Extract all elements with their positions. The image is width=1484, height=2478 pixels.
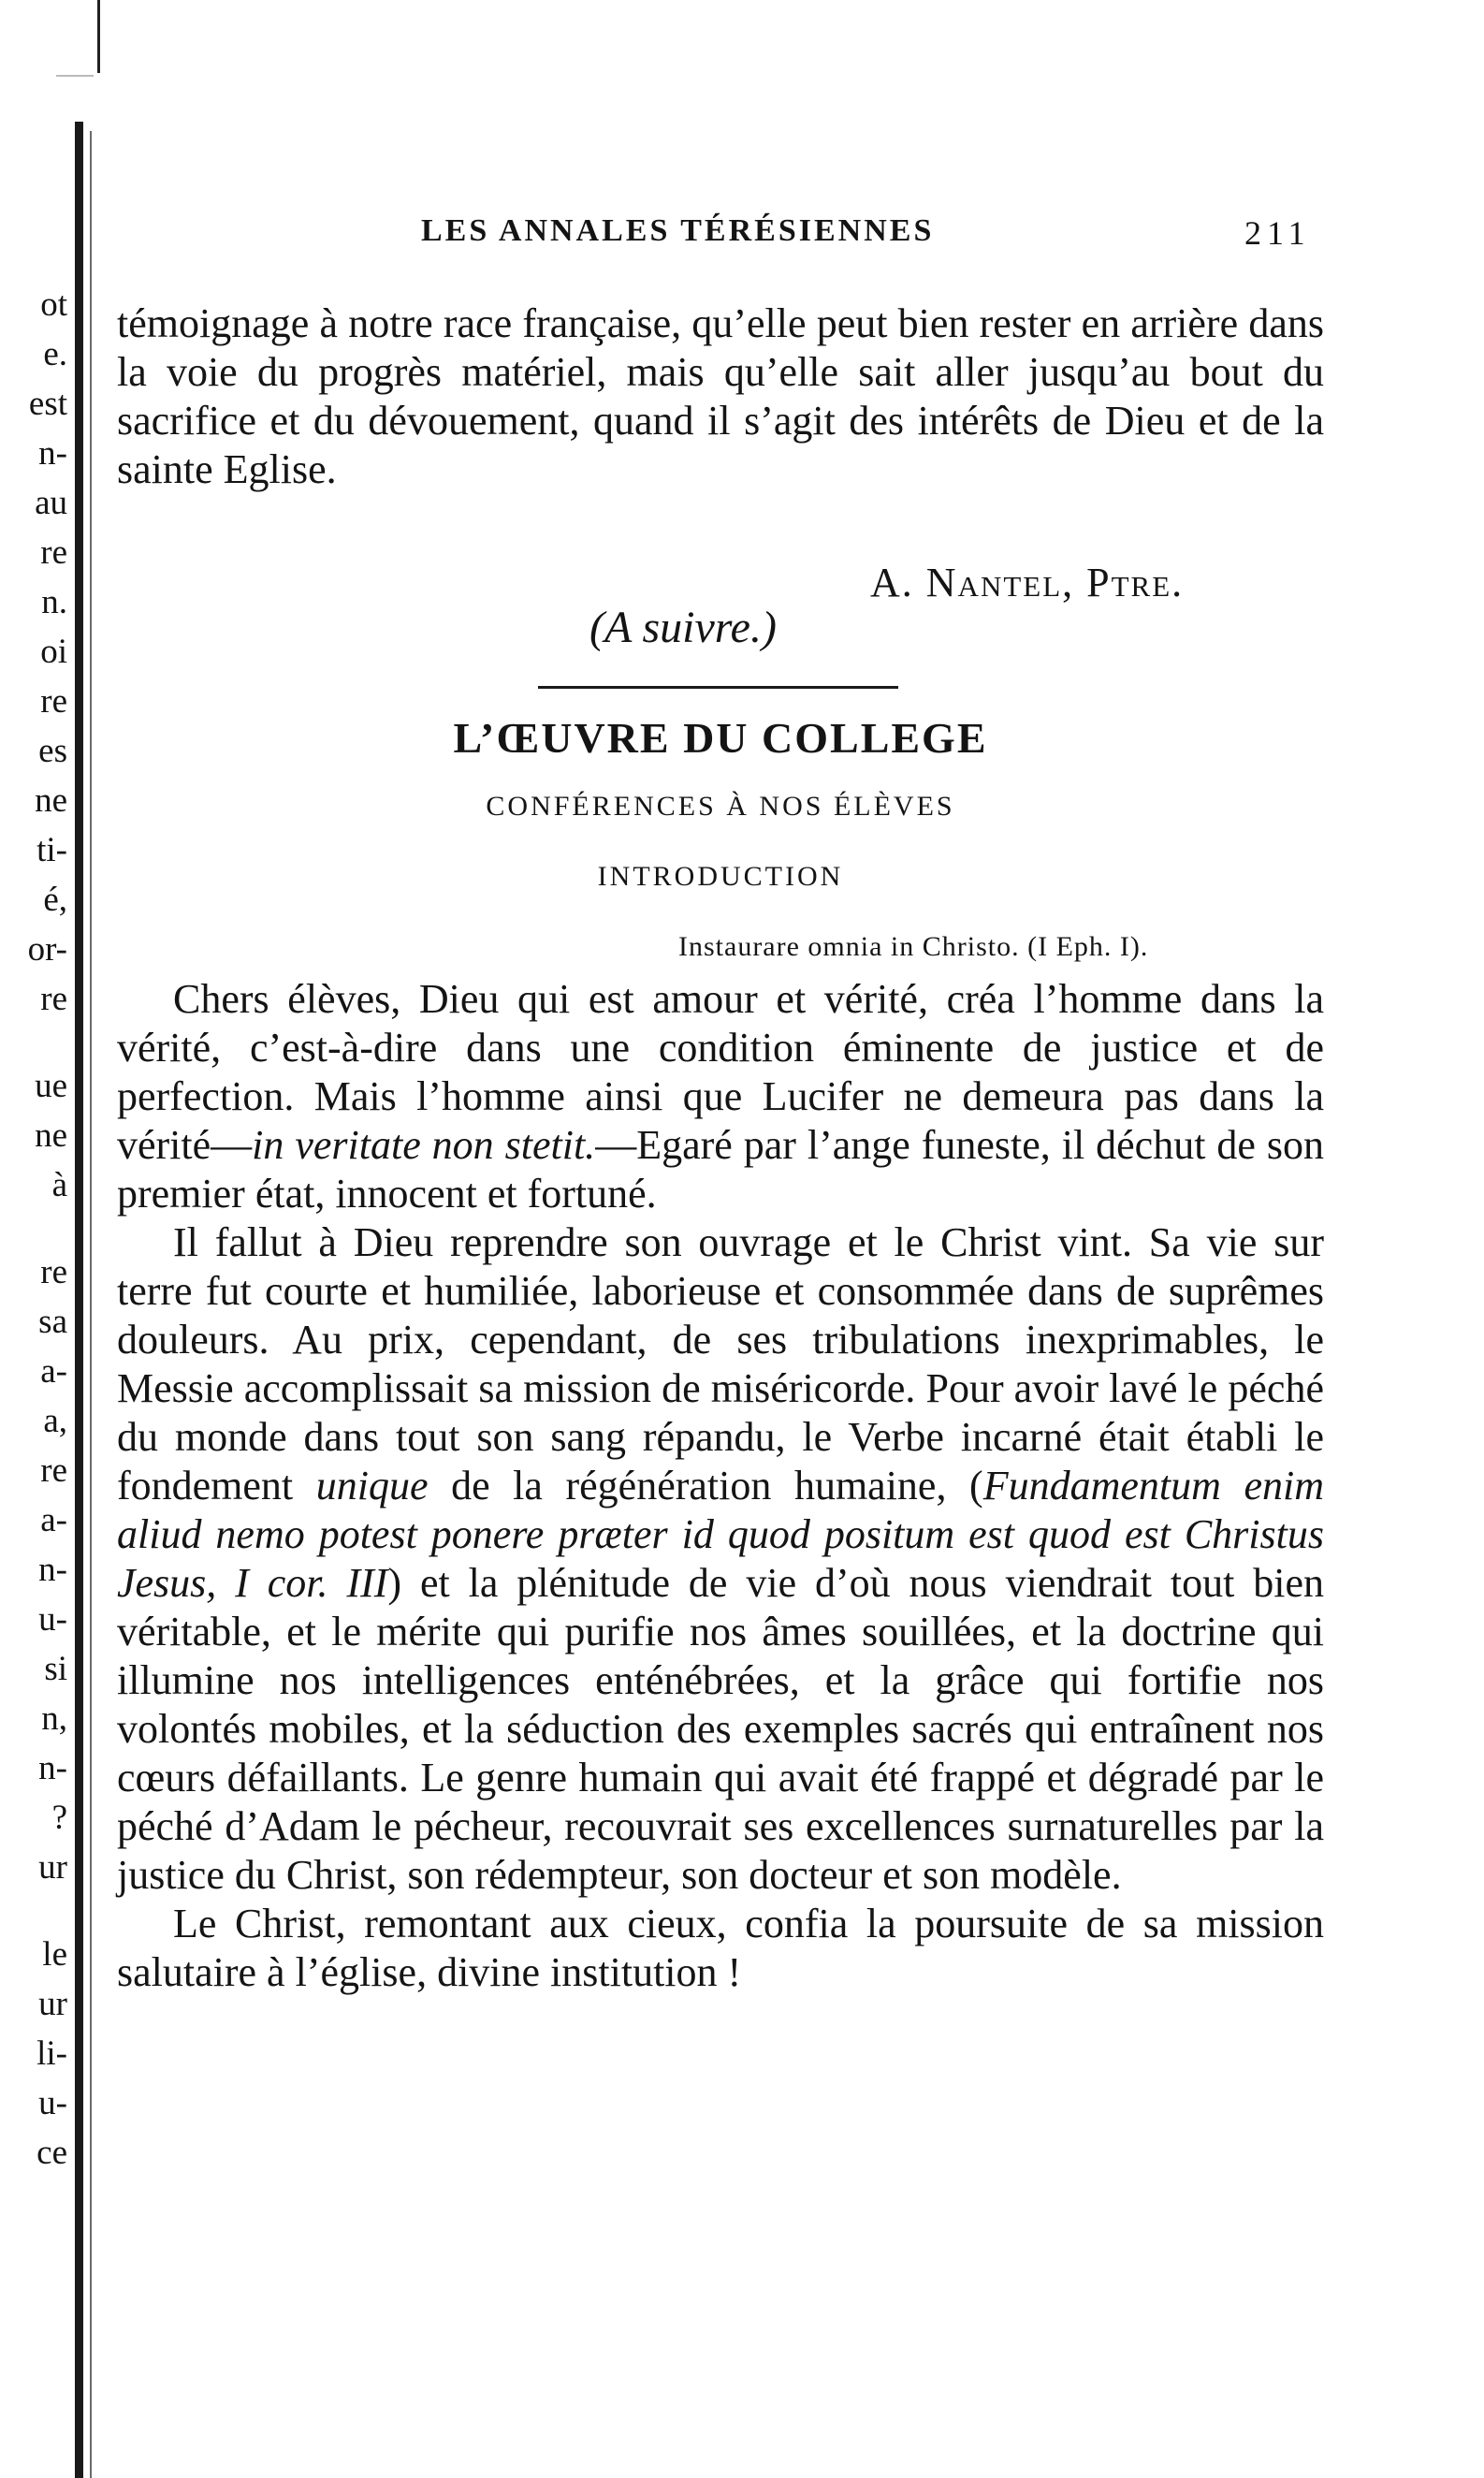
facing-page-fragment: u- <box>38 1600 67 1639</box>
facing-page-fragment: es <box>38 732 67 770</box>
facing-page-fragment: n. <box>41 583 67 621</box>
paragraph-2-unique: unique <box>315 1463 429 1509</box>
section-subtitle: CONFÉRENCES À NOS ÉLÈVES <box>486 791 955 822</box>
facing-page-fragment: ne <box>35 1116 67 1155</box>
facing-page-fragment: or- <box>27 930 67 969</box>
binding-gutter-edge <box>90 131 92 2478</box>
facing-page-fragment: ce <box>36 2134 67 2172</box>
paragraph-3: Le Christ, remontant aux cieux, confia la poursuite de sa mission salutaire à l’église, divine institution ! <box>117 1901 1324 1995</box>
facing-page-fragment: ti- <box>36 831 67 869</box>
facing-page-fragment: n, <box>41 1699 67 1738</box>
section-divider <box>538 686 898 689</box>
section-heading: INTRODUCTION <box>597 861 844 892</box>
facing-page-fragment: sa <box>38 1303 67 1341</box>
facing-page-fragment: ne <box>35 781 67 820</box>
facing-page-fragment: re <box>40 1451 67 1490</box>
article-body <box>117 975 1324 1997</box>
facing-page-fragment: le <box>42 1935 67 1974</box>
facing-page-fragment: n- <box>38 434 67 473</box>
author-signature: A. Nantel, Ptre. <box>870 560 1185 605</box>
paragraph-1-text-b: —Egaré par l’ange funeste, il déchut de son premier état, innocent et fortuné. <box>117 1122 1324 1217</box>
epigraph: Instaurare omnia in Christo. (I Eph. I). <box>678 931 1149 962</box>
page-corner-smudge <box>56 75 94 77</box>
facing-page-fragment: é, <box>43 881 67 919</box>
paragraph-2-text-c: ) et la plénitude de vie d’où nous viendrait tout bien véritable, et le mérite qui purifie nos âmes souillées, et la doctrine qui illumine nos intelligences enténébrées, et la grâce qui fortifie nos volontés mobiles, et la séduction des exemples sacrés qui entraînent nos cœurs défaillants. Le genre humain qui avait été frappé et dégradé par le péché d’Adam le pécheur, recouvrait ses excellences surnaturelles par la justice du Christ, son rédempteur, son docteur et son modèle. <box>117 1560 1324 1898</box>
page-corner-mark <box>97 0 100 73</box>
binding-gutter-shadow <box>75 122 83 2478</box>
facing-page-fragment: a- <box>40 1352 67 1391</box>
paragraph-2-text-b: de la régénération humaine, ( <box>428 1463 983 1509</box>
facing-page-fragment: n- <box>38 1551 67 1589</box>
paragraph-1-latin: in veritate non stetit. <box>252 1122 596 1168</box>
facing-page-fragment: à <box>51 1166 67 1204</box>
facing-page-fragment: au <box>35 484 67 522</box>
facing-page-fragment: ot <box>40 285 67 324</box>
facing-page-fragment: a, <box>43 1402 67 1440</box>
paragraph-2 <box>117 1218 1324 1900</box>
running-title: LES ANNALES TÉRÉSIENNES <box>421 213 935 248</box>
facing-page-fragment: re <box>40 682 67 721</box>
facing-page-fragment: re <box>40 1253 67 1291</box>
facing-page-fragment: li- <box>36 2034 67 2073</box>
facing-page-fragment: e. <box>43 335 67 373</box>
facing-page-fragment: ue <box>35 1067 67 1105</box>
facing-page-fragment: ur <box>38 1985 67 2023</box>
continuation-paragraph <box>117 299 1324 494</box>
facing-page-fragment: oi <box>40 633 67 671</box>
facing-page-fragment: a- <box>40 1501 67 1539</box>
paragraph-1-text-a: Chers élèves, Dieu qui est amour et vérité, créa l’homme dans la vérité, c’est-à-dire dans une condition éminente de justice et de perfection. Mais l’homme ainsi que Lucifer ne demeura pas dans la vérité— <box>117 976 1324 1168</box>
to-be-continued: (A suivre.) <box>589 603 777 652</box>
facing-page-fragment: re <box>40 980 67 1018</box>
facing-page-fragment: est <box>28 385 67 423</box>
facing-page-fragment: re <box>40 533 67 572</box>
paragraph-2-latin: Fundamentum enim aliud nemo potest ponere præter id quod positum est quod est Christus Jesus, I cor. III <box>117 1463 1324 1606</box>
facing-page-fragment: n- <box>38 1749 67 1787</box>
section-title: L’ŒUVRE DU COLLEGE <box>453 714 988 762</box>
paragraph-2-text-a: Il fallut à Dieu reprendre son ouvrage et le Christ vint. Sa vie sur terre fut courte et humiliée, laborieuse et consommée dans de suprêmes douleurs. Au prix, cependant, de ses tribulations inexprimables, le Messie accomplissait sa mission de miséricorde. Pour avoir lavé le péché du monde dans tout son sang répandu, le Verbe incarné était établi le fondement <box>117 1219 1324 1509</box>
facing-page-fragment: ur <box>38 1848 67 1887</box>
paragraph-1 <box>117 975 1324 1218</box>
page-number: 211 <box>1244 214 1311 252</box>
facing-page-fragment: si <box>44 1650 67 1688</box>
facing-page-fragment: ? <box>51 1799 67 1837</box>
continuation-text: témoignage à notre race française, qu’elle peut bien rester en arrière dans la voie du progrès matériel, mais qu’elle sait aller jusqu’au bout du sacrifice et du dévouement, quand il s’agit des intérêts de Dieu et de la sainte Eglise. <box>117 300 1324 492</box>
facing-page-fragment: u- <box>38 2084 67 2122</box>
